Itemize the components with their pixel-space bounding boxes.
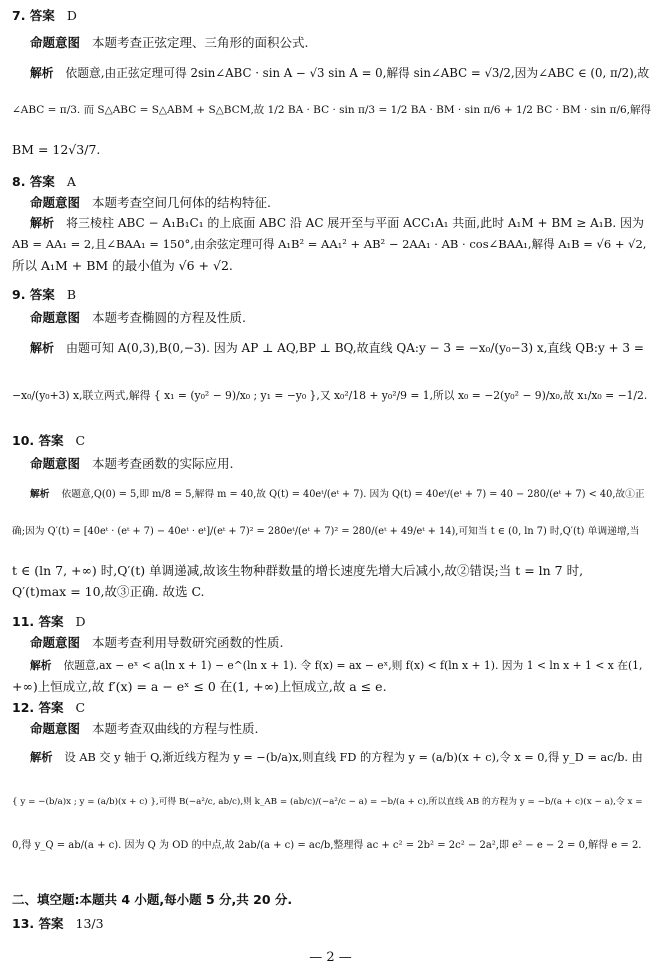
q8-line: AB = AA₁ = 2,且∠BAA₁ = 150°,由余弦定理可得 A₁B² = AA₁² + AB² − 2AA₁ · AB · cos∠BAA₁,解得 A₁B = √6 + √2, bbox=[12, 237, 647, 251]
q8-line: 将三棱柱 ABC − A₁B₁C₁ 的上底面 ABC 沿 AC 展开至与平面 ACC₁A₁ 共面,此时 A₁M + BM ≥ A₁B. 因为 bbox=[66, 216, 645, 230]
q10-head: 10. 答案 bbox=[12, 433, 64, 448]
q9-analysis-label: 解析 bbox=[30, 341, 55, 355]
q10-answer: C bbox=[75, 433, 86, 448]
q9-line: −x₀/(y₀+3) x,联立两式,解得 { x₁ = (y₀² − 9)/x₀ ; y₁ = −y₀ },又 x₀²/18 + y₀²/9 = 1,所以 x₀ = −2(y₀² − 9)/x₀,故 x₁/x₀ = −1/2. bbox=[12, 389, 648, 402]
q13-answer: 13/3 bbox=[75, 916, 104, 931]
section-2-heading: 二、填空题:本题共 4 小题,每小题 5 分,共 20 分. bbox=[12, 892, 293, 907]
q10-line: 确;因为 Q′(t) = [40eᵗ · (eᵗ + 7) − 40eᵗ · eᵗ]/(eᵗ + 7)² = 280eᵗ/(eᵗ + 7)² = 280/(eᵗ + 49/eᵗ + 14),可知当 t ∈ (0, ln 7) 时,Q′(t) 单调递增,当 bbox=[12, 526, 640, 537]
q10-line: 依题意,Q(0) = 5,即 m/8 = 5,解得 m = 40,故 Q(t) = 40eᵗ/(eᵗ + 7). 因为 Q(t) = 40eᵗ/(eᵗ + 7) = 40 − 280/(eᵗ + 7) < 40,故①正 bbox=[61, 489, 645, 500]
q12-intent-label: 命题意图 bbox=[30, 721, 81, 736]
q9-intent-label: 命题意图 bbox=[30, 310, 81, 325]
q9-answer: B bbox=[66, 287, 76, 302]
q11-line: +∞)上恒成立,故 f′(x) = a − eˣ ≤ 0 在(1, +∞)上恒成立,故 a ≤ e. bbox=[12, 679, 387, 694]
q11-answer: D bbox=[75, 614, 86, 629]
page-number: — 2 — bbox=[309, 950, 352, 965]
q7-analysis-label: 解析 bbox=[30, 66, 54, 80]
question-13 bbox=[12, 916, 652, 932]
q11-intent: 本题考查利用导数研究函数的性质. bbox=[92, 635, 284, 650]
question-7 bbox=[12, 8, 652, 158]
q11-intent-label: 命题意图 bbox=[30, 635, 81, 650]
q7-line: 依题意,由正弦定理可得 2sin∠ABC · sin A − √3 sin A = 0,解得 sin∠ABC = √3/2,因为∠ABC ∈ (0, π/2),故 bbox=[65, 66, 650, 80]
q12-analysis-label: 解析 bbox=[30, 751, 53, 764]
q8-line: 所以 A₁M + BM 的最小值为 √6 + √2. bbox=[12, 258, 233, 273]
q9-head: 9. 答案 bbox=[12, 287, 55, 302]
question-8 bbox=[12, 174, 652, 274]
q13-head: 13. 答案 bbox=[12, 916, 64, 931]
q8-intent: 本题考查空间几何体的结构特征. bbox=[92, 195, 271, 210]
q8-answer: A bbox=[66, 174, 76, 189]
q10-line: t ∈ (ln 7, +∞) 时,Q′(t) 单调递减,故该生物种群数量的增长速度先增大后减小,故②错误;当 t = ln 7 时, bbox=[12, 563, 584, 578]
q7-line: ∠ABC = π/3. 而 S△ABC = S△ABM + S△BCM,故 1/2 BA · BC · sin π/3 = 1/2 BA · BM · sin π/6 + 1/2 BC · BM · sin π/6,解得 bbox=[12, 104, 652, 116]
q8-head: 8. 答案 bbox=[12, 174, 55, 189]
q7-intent-label: 命题意图 bbox=[30, 35, 81, 50]
q12-answer: C bbox=[75, 700, 86, 715]
q7-line: BM = 12√3/7. bbox=[12, 142, 101, 157]
q7-answer: D bbox=[66, 8, 77, 23]
q9-line: 由题可知 A(0,3),B(0,−3). 因为 AP ⊥ AQ,BP ⊥ BQ,故直线 QA:y − 3 = −x₀/(y₀−3) x,直线 QB:y + 3 = bbox=[66, 341, 644, 355]
q11-line: 依题意,ax − eˣ < a(ln x + 1) − e^(ln x + 1). 令 f(x) = ax − eˣ,则 f(x) < f(ln x + 1). 因为 1 < ln x + 1 < x 在(1, bbox=[63, 659, 643, 672]
question-9 bbox=[12, 287, 652, 404]
q12-line: 0,得 y_Q = ab/(a + c). 因为 Q 为 OD 的中点,故 2ab/(a + c) = ac/b,整理得 ac + c² = 2b² = 2c² − 2a²,即 e² − e − 2 = 0,解得 e = 2. bbox=[12, 840, 642, 851]
q10-intent: 本题考查函数的实际应用. bbox=[92, 456, 234, 471]
q11-analysis-label: 解析 bbox=[30, 659, 52, 672]
q10-line: Q′(t)max = 10,故③正确. 故选 C. bbox=[12, 584, 205, 599]
q9-intent: 本题考查椭圆的方程及性质. bbox=[92, 310, 246, 325]
q11-head: 11. 答案 bbox=[12, 614, 64, 629]
q7-head: 7. 答案 bbox=[12, 8, 55, 23]
q10-intent-label: 命题意图 bbox=[30, 456, 81, 471]
question-12 bbox=[12, 700, 652, 854]
q12-intent: 本题考查双曲线的方程与性质. bbox=[92, 721, 259, 736]
q7-intent: 本题考查正弦定理、三角形的面积公式. bbox=[92, 35, 309, 50]
q8-intent-label: 命题意图 bbox=[30, 195, 81, 210]
q12-line: { y = −(b/a)x ; y = (a/b)(x + c) },可得 B(−a²/c, ab/c),则 k_AB = (ab/c)/(−a²/c − a) = −b/(a + c),所以直线 AB 的方程为 y = −b/(a + c)(x − a),令 x = bbox=[12, 797, 643, 807]
q12-head: 12. 答案 bbox=[12, 700, 64, 715]
q8-analysis-label: 解析 bbox=[30, 216, 55, 230]
q10-analysis-label: 解析 bbox=[30, 489, 50, 500]
q12-line: 设 AB 交 y 轴于 Q,渐近线方程为 y = −(b/a)x,则直线 FD 的方程为 y = (a/b)(x + c),令 x = 0,得 y_D = ac/b. 由 bbox=[64, 751, 643, 764]
question-11 bbox=[12, 614, 652, 695]
question-10 bbox=[12, 433, 652, 600]
